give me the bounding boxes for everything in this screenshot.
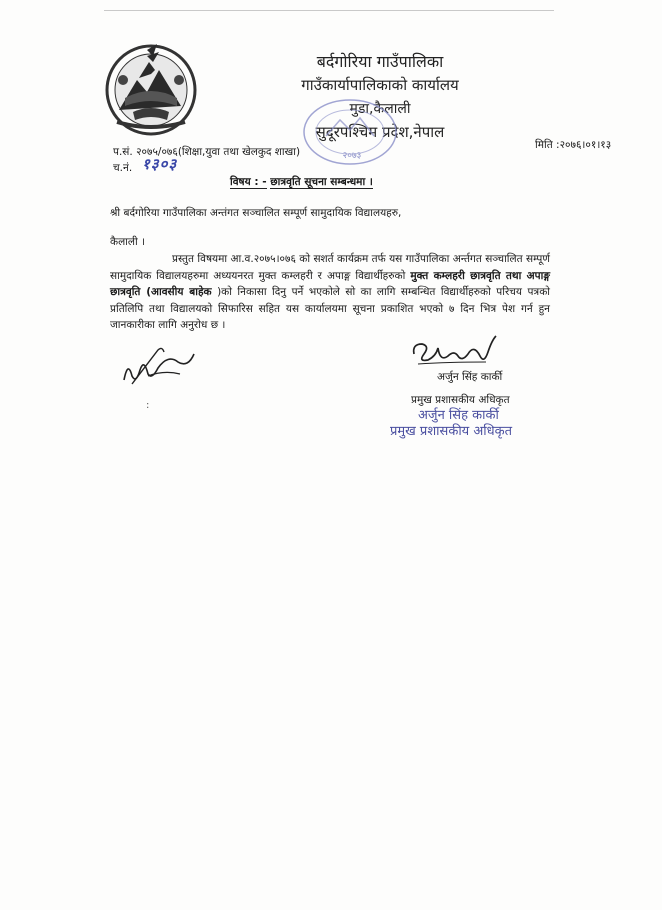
office-name: बर्दगोरिया गाउँपालिका — [316, 52, 444, 71]
signatory-title: प्रमुख प्रशासकीय अधिकृत — [411, 394, 510, 406]
body-text-1: प्रस्तुत विषयमा आ.व.२०७५।०७६ को सशर्त कार्यक्रम तर्फ यस गाउँपालिका अर्न्तगत सञ्चालित सम्पूर्ण सामुदायिक विद्यालयहरुमा अध्ययनरत मुक्त कम्लहरी र अपाङ्ग विद्यार्थीहरुको — [110, 253, 550, 282]
stray-mark: : — [146, 400, 150, 411]
subject-label: विषय : - — [230, 176, 267, 188]
top-rule — [104, 10, 554, 11]
left-handwritten-signature — [118, 340, 198, 388]
signatory-stamp-title: प्रमुख प्रशासकीय अधिकृत — [390, 424, 513, 439]
office-address: मुडा,कैलाली — [349, 101, 411, 117]
office-subtitle: गाउँकार्यापालिकाको कार्यालय — [301, 76, 459, 94]
svg-text:२०७३: २०७३ — [342, 151, 362, 161]
letter-date: मिति :२०७६।०१।१३ — [535, 139, 612, 151]
body-text-bold: मुक्त कम्लहरी छात्रवृति तथा अपाङ्ग छात्रवृति (आवसीय बाहेक — [110, 269, 550, 298]
nepal-emblem-logo — [103, 40, 199, 136]
letter-body — [110, 251, 550, 334]
subject-text: छात्रवृति सूचना सम्बन्धमा । — [270, 176, 373, 188]
addressee-place: कैलाली । — [110, 236, 146, 248]
signatory-name: अर्जुन सिंह कार्की — [437, 371, 503, 383]
office-seal-stamp — [300, 96, 400, 168]
signatory-stamp-name: अर्जुन सिंह कार्की — [418, 408, 499, 423]
office-province: सुदूरपश्चिम प्रदेश,नेपाल — [315, 123, 445, 141]
dispatch-number: १३०३ — [142, 155, 178, 173]
subject-line — [230, 175, 373, 189]
addressee: श्री बर्दगोरिया गाउँपालिका अन्तंगत सञ्चालित सम्पूर्ण सामुदायिक विद्यालयहरु, — [110, 207, 402, 219]
right-handwritten-signature — [408, 332, 500, 372]
body-text-2: )को निकासा दिनु पर्ने भएकोले सो का लागि सम्बन्धित विद्यार्थीहरुको परिचय पत्रको प्रतिलिपि तथा विद्यालयको सिफारिस सहित यस कार्यालयमा सूचना प्रकाशित भएको ७ दिन भित्र पेश गर्न हुन जानकारीका लागि अनुरोध छ । — [110, 286, 551, 331]
reference-number: प.सं. २०७५/०७६(शिक्षा,युवा तथा खेलकुद शाखा) — [113, 146, 301, 158]
dispatch-number-label: च.नं. — [113, 162, 133, 174]
